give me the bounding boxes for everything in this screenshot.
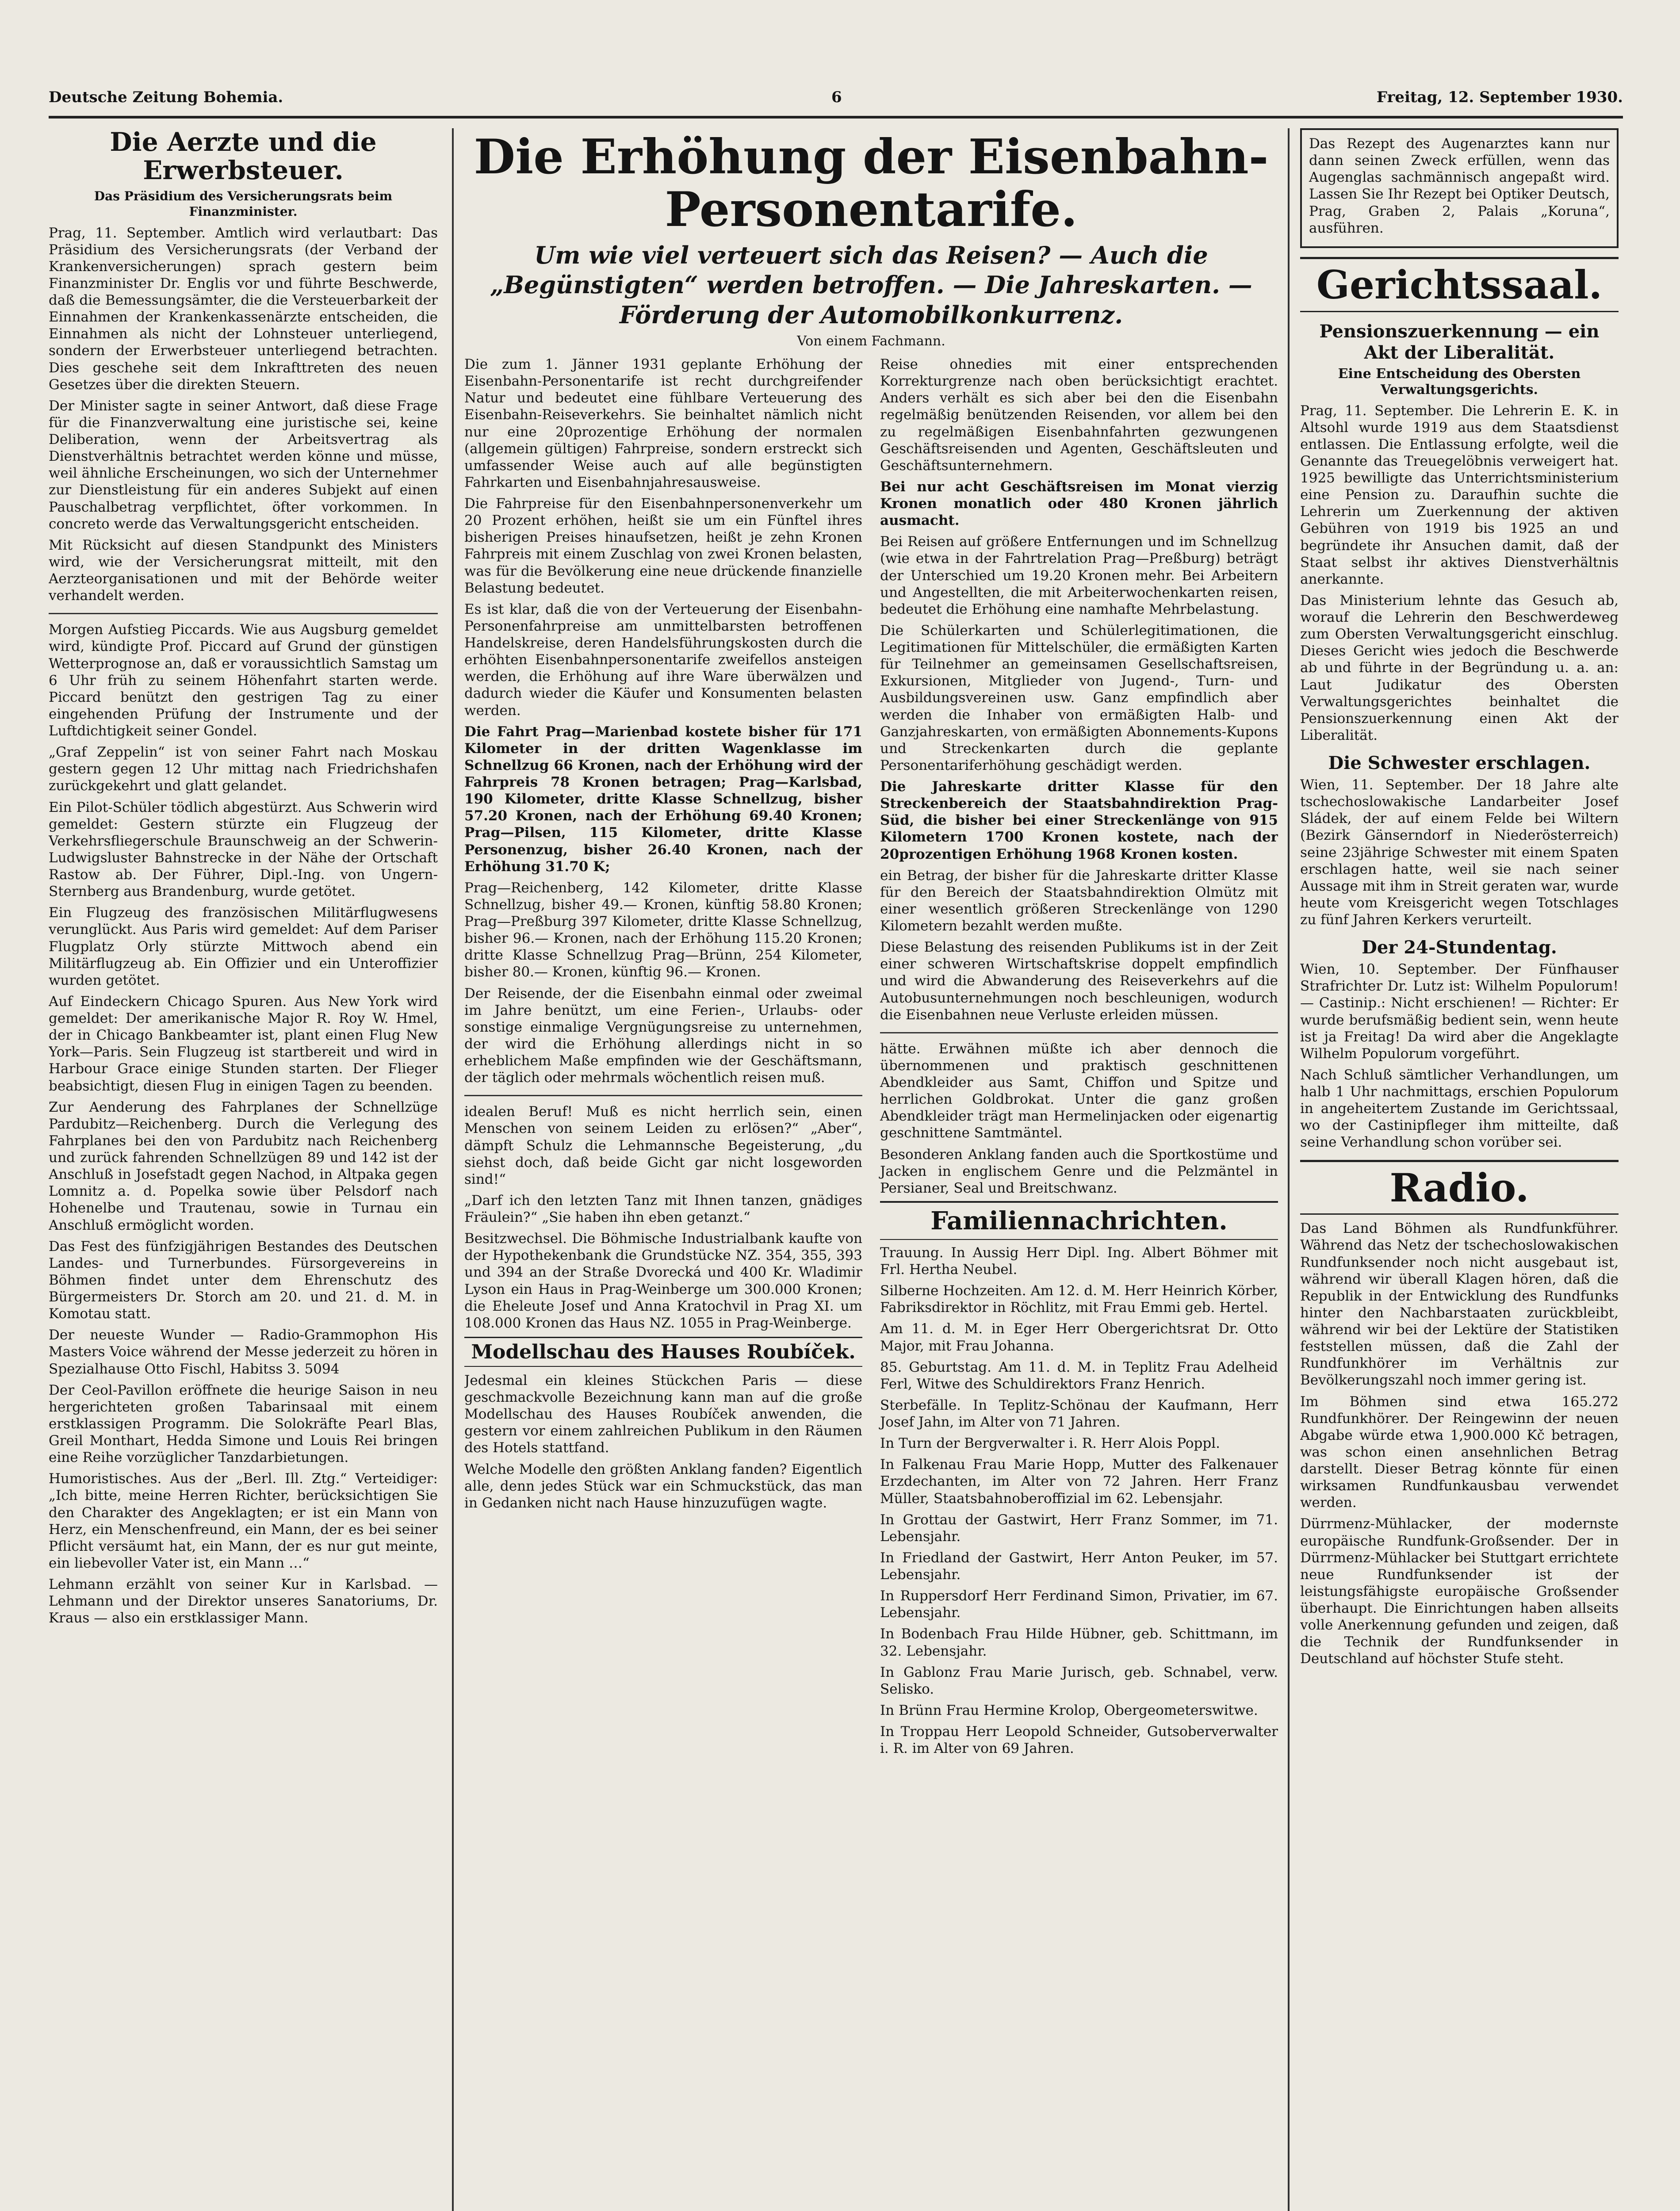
article-title: Die Aerzte und die Erwerbsteuer.	[110, 128, 377, 185]
article-columns	[464, 356, 1278, 1761]
paragraph: Prag, 11. September. Die Lehrerin E. K. in Altsohl wurde 1919 aus dem Staatsdienst entlassen. Die Entlassung erfolgte, weil die Genannte das Treuegelöbnis verweigert hat. 1925 bewilligte das Unterrichtsministerium eine Pension zu. Daraufhin suchte die Lehrerin um Zuerkennung der aktiven Gebühren von 1919 bis 1925 an und begründete ihr Ansuchen damit, daß der Staat selbst ihr aktives Dienstverhältnis anerkannte.	[1300, 402, 1619, 587]
column-left	[49, 128, 438, 2211]
paragraph: Besonderen Anklang fanden auch die Sportkostüme und Jacken in englischem Genre und die Pelzmäntel in Persianer, Seal und Breitschwanz.	[880, 1146, 1278, 1196]
article-title: Die Schwester erschlagen.	[1328, 753, 1591, 774]
paragraph: Bei Reisen auf größere Entfernungen und im Schnellzug (wie etwa in der Fahrtrelation Prag—Preßburg) beträgt der Unterschied um 19.20 Kronen mehr. Bei Arbeitern und Angestellten, die mit Arbeiterwochenkarten reisen, bedeutet die Erhöhung eine namhafte Mehrbelastung.	[880, 534, 1278, 617]
paragraph: Das Land Böhmen als Rundfunkführer. Während das Netz der tschechoslowakischen Rundfunksender noch nicht ausgebaut ist, während wir überall Klagen hören, daß die Republik in der Entwicklung des Rundfunks hinter den Nachbarstaaten zurückbleibt, während wir bei der Lektüre der Statistiken feststellen müssen, daß die Zahl der Rundfunkhörer im Verhältnis zur Bevölkerungszahl noch immer gering ist.	[1300, 1220, 1619, 1389]
news-item: Ein Flugzeug des französischen Militärflugwesens verunglückt. Aus Paris wird gemeldet: Auf dem Pariser Flugplatz Orly stürzte Mittwoch abend ein Militärflugzeug ab. Ein Offizier und ein Unteroffizier wurden getötet.	[49, 905, 438, 988]
family-notice: In Brünn Frau Hermine Krolop, Obergeometerswitwe.	[880, 1702, 1258, 1718]
paragraph: Wien, 11. September. Der 18 Jahre alte tschechoslowakische Landarbeiter Josef Sládek, der auf einem Felde bei Wiltern (Bezirk Gänserndorf in Niederösterreich) seine 23jährige Schwester mit einem Spaten erschlagen hatte, weil sie nach seiner Aussage mit ihm in Streit geraten war, wurde heute vom Kreisgericht wegen Totschlages zu fünf Jahren Kerkers verurteilt.	[1300, 777, 1619, 928]
family-notice: In Bodenbach Frau Hilde Hübner, geb. Schittmann, im 32. Lebensjahr.	[880, 1626, 1278, 1659]
newspaper-name: Deutsche Zeitung Bohemia.	[49, 88, 283, 106]
news-item: Morgen Aufstieg Piccards. Wie aus Augsburg gemeldet wird, kündigte Prof. Piccard auf Grund der günstigen Wetterprognose an, daß er voraussichtlich Samstag um 6 Uhr früh zu seinem Höhenfahrt starten werde. Piccard benützt den gestrigen Tag zu einer eingehenden Prüfung der Instrumente und der Luftdichtigkeit seiner Gondel.	[49, 622, 438, 739]
paragraph: ein Betrag, der bisher für die Jahreskarte dritter Klasse für den Bereich der Staatsbahndirektion Olmütz mit einer wesentlich größeren Streckenlänge von 1290 Kilometern bezahlt werden mußte.	[880, 867, 1278, 934]
article-subtitle: Eine Entscheidung des Obersten Verwaltungsgerichts.	[1338, 366, 1581, 398]
paragraph: Diese Belastung des reisenden Publikums ist in der Zeit einer schweren Wirtschaftskrise doppelt empfindlich und wird die Abwanderung des Reiseverkehrs auf die Autobusunternehmungen noch beschleunigen, wodurch die Eisenbahnen neue Verluste erleiden müssen.	[880, 939, 1278, 1023]
family-notice: Am 11. d. M. in Eger Herr Obergerichtsrat Dr. Otto Major, mit Frau Johanna.	[880, 1321, 1278, 1354]
paragraph: Die Schülerkarten und Schülerlegitimationen, die Legitimationen für Mittelschüler, die ermäßigten Karten für Teilnehmer an gemeinsamen Gesellschaftsreisen, Exkursionen, Mitglieder von Jugend-, Turn- und Ausbildungsvereinen usw. Ganz empfindlich aber werden die Inhaber von ermäßigten Halb- und Ganzjahreskarten, von ermäßigten Abonnements-Kupons und Streckenkarten durch die geplante Personentariferhöhung geschädigt werden.	[880, 622, 1278, 773]
divider	[49, 613, 438, 614]
paragraph: Prag—Reichenberg, 142 Kilometer, dritte Klasse Schnellzug, bisher 49.— Kronen, künftig 58.80 Kronen; Prag—Preßburg 397 Kilometer, dritte Klasse Schnellzug, bisher 96.— Kronen, nach der Erhöhung 115.20 Kronen; dritte Klasse Schnellzug Prag—Brünn, 254 Kilometer, bisher 80.— Kronen, künftig 96.— Kronen.	[464, 880, 862, 980]
paragraph: Die zum 1. Jänner 1931 geplante Erhöhung der Eisenbahn-Personentarife ist recht durchgreifender Natur und bedeutet eine fühlbare Verteuerung des Eisenbahn-Reiseverkehrs. Sie beinhaltet nämlich nicht nur eine 20prozentige Erhöhung der normalen (allgemein gültigen) Fahrpreise, sondern erstreckt sich umfassender Weise auch auf alle begünstigten Fahrkarten und Eisenbahnjahresausweise.	[464, 356, 862, 490]
news-item: „Graf Zeppelin“ ist von seiner Fahrt nach Moskau gestern gegen 12 Uhr mittag nach Friedrichshafen zurückgekehrt und glatt gelandet.	[49, 744, 438, 794]
paragraph: Besitzwechsel. Die Böhmische Industrialbank kaufte von der Hypothekenbank die Grundstücke NZ. 354, 355, 393 und 394 an der Straße Dvorecká und 400 Kr. Wladimir Lyson ein Haus in Prag-Weinberge um 300.000 Kronen; die Eheleute Josef und Anna Kratochvil in Prag XI. um 108.000 Kronen das Haus NZ. 1055 in Prag-Weinberge.	[464, 1231, 862, 1331]
divider	[464, 1095, 862, 1096]
paragraph: Das Ministerium lehnte das Gesuch ab, worauf die Lehrerin den Beschwerdeweg zum Obersten Verwaltungsgericht einschlug. Dieses Gericht wies jedoch die Beschwerde ab und führte in der Begründung u. a. an: Laut Judikatur des Obersten Verwaltungsgerichtes beinhaltet die Pensionszuerkennung einen Akt der Liberalität.	[1300, 592, 1619, 743]
section-title: Gerichtssaal.	[1300, 257, 1619, 312]
news-item: Das Fest des fünfzigjährigen Bestandes des Deutschen Landes- und Turnerbundes. Fürsorgevereins in Böhmen findet unter dem Ehrenschutz des Bürgermeisters Dr. Storch am 20. und 21. d. M. in Komotau statt.	[49, 1238, 438, 1322]
family-notice: In Troppau Herr Leopold Schneider, Gutsoberverwalter i. R. im Alter von 69 Jahren.	[880, 1724, 1278, 1757]
paragraph: Nach Schluß sämtlicher Verhandlungen, um halb 1 Uhr nachmittags, erschien Populorum in angeheitertem Zustande im Gerichtssaal, wo der Castinipfleger ihm mitteilte, daß seine Verhandlung schon vorüber sei.	[1300, 1067, 1619, 1151]
article-subtitle: Das Präsidium des Versicherungsrats beim Finanzminister.	[94, 188, 393, 219]
paragraph: Die Fahrpreise für den Eisenbahnpersonenverkehr um 20 Prozent erhöhen, heißt sie um ein Fünftel ihres bisherigen Preises hinaufsetzen, heißt je zehn Kronen Fahrpreis mit einem Zuschlag von zwei Kronen belasten, was für die Bevölkerung eine neue drückende finanzielle Belastung bedeutet.	[464, 496, 862, 596]
paragraph: Die Fahrt Prag—Marienbad kostete bisher für 171 Kilometer in der dritten Wagenklasse im Schnellzug 66 Kronen, nach der Erhöhung wird der Fahrpreis 78 Kronen betragen; Prag—Karlsbad, 190 Kilometer, dritte Klasse Schnellzug, bisher 57.20 Kronen, nach der Erhöhung 69.40 Kronen; Prag—Pilsen, 115 Kilometer, dritte Klasse Personenzug, bisher 26.40 Kronen, nach der Erhöhung 31.70 K;	[464, 723, 862, 875]
article-title: Pensionszuerkennung — ein Akt der Liberalität.	[1319, 321, 1600, 363]
family-notice: In Gablonz Frau Marie Jurisch, geb. Schnabel, verw. Selisko.	[880, 1664, 1278, 1697]
masthead	[49, 88, 1623, 119]
paragraph: Welche Modelle den größten Anklang fanden? Eigentlich alle, denn jedes Stück war ein Schmuckstück, das man in Gedanken nicht nach Hause hinzuzufügen wagte.	[464, 1461, 862, 1511]
news-item: Auf Eindeckern Chicago Spuren. Aus New York wird gemeldet: Der amerikanische Major R. Roy W. Hmel, der in Chicago Bankbeamter ist, plant einen Flug New York—Paris. Sein Flugzeug ist startbereit und wird in Harbour Grace einige Stunden starten. Der Flieger beabsichtigt, diesen Flug in einigen Tagen zu beenden.	[49, 993, 438, 1094]
masthead-rule	[49, 116, 1623, 119]
section-title: Radio.	[1300, 1160, 1619, 1215]
news-item: Der Ceol-Pavillon eröffnete die heurige Saison in neu hergerichteten großen Tabarinsaal mit einem erstklassigen Programm. Die Solokräfte Pearl Blas, Greil Monthart, Hedda Simone und Louis Rei bringen eine Reihe vorzüglicher Tanzdarbietungen.	[49, 1382, 438, 1466]
family-notice: 85. Geburtstag. Am 11. d. M. in Teplitz Frau Adelheid Ferl, Witwe des Schuldirektors Franz Henrich.	[880, 1359, 1278, 1392]
paragraph: Jedesmal ein kleines Stückchen Paris — diese geschmackvolle Bezeichnung kann man auf die große Modellschau des Hauses Roubíček anwenden, die gestern vor einem zahlreichen Publikum in den Räumen des Hotels stattfand.	[464, 1372, 862, 1456]
paragraph: Der Reisende, der die Eisenbahn einmal oder zweimal im Jahre benützt, um eine Ferien-, Urlaubs- oder sonstige einmalige Vergnügungsreise zu unternehmen, der wird die Erhöhung allerdings nicht in so erheblichem Maße empfinden wie der Geschäftsmann, der täglich oder mehrmals wöchentlich reisen muß.	[464, 985, 862, 1086]
headline-subtitle: Um wie viel verteuert sich das Reisen? — Auch die „Begünstigten“ werden betroffen. — Die Jahreskarten. — Förderung der Automobilkonkurrenz.	[490, 241, 1252, 329]
column-center	[464, 128, 1278, 2211]
family-notice: In Grottau der Gastwirt, Herr Franz Sommer, im 71. Lebensjahr.	[880, 1511, 1278, 1545]
advertisement-box	[1300, 128, 1619, 248]
news-item: Zur Aenderung des Fahrplanes der Schnellzüge Pardubitz—Reichenberg. Durch die Verlegung des Fahrplanes bei den von Pardubitz nach Reichenberg und zurück fahrenden Schnellzügen 89 und 142 ist der Anschluß in Josefstadt gegen Nachod, in Altpaka gegen Lomnitz a. d. Popelka sowie über Pelsdorf nach Hohenelbe und Trautenau, sowie in Turnau ein Anschluß ermöglicht worden.	[49, 1099, 438, 1233]
paragraph: Reise ohnedies mit einer entsprechenden Korrekturgrenze nach oben berücksichtigt erachtet. Anders verhält es sich aber bei den die Eisenbahn regelmäßig benützenden Reisenden, vor allem bei den zu regelmäßigen Eisenbahnfahrten gezwungenen Geschäftsreisenden und Agenten, Geschäftsleuten und Geschäftsunternehmern.	[880, 356, 1278, 474]
paragraph: Wien, 10. September. Der Fünfhauser Strafrichter Dr. Lutz ist: Wilhelm Populorum! — Castinip.: Nicht erschienen! — Richter: Er wurde berufsmäßig bedient sein, wenn heute ist ja Freitag! Da wird aber die Angeklagte Wilhelm Populorum vorgeführt.	[1300, 961, 1619, 1062]
section-title: Familiennachrichten.	[880, 1201, 1278, 1240]
paragraph: „Darf ich den letzten Tanz mit Ihnen tanzen, gnädiges Fräulein?“ „Sie haben ihn eben getanzt.“	[464, 1192, 862, 1226]
news-item: Lehmann erzählt von seiner Kur in Karlsbad. — Lehmann und der Direktor unseres Sanatoriums, Dr. Kraus — also ein erstklassiger Mann.	[49, 1576, 438, 1626]
advertisement: Der neueste Wunder — Radio-Grammophon His Masters Voice während der Messe jederzeit zu hören in Spezialhause Otto Fischl, Habitss 3. 5094	[49, 1327, 438, 1377]
paragraph: Prag, 11. September. Amtlich wird verlautbart: Das Präsidium des Versicherungsrats (der Verband der Krankenversicherungen) sprach gestern beim Finanzminister Dr. Englis vor und führte Beschwerde, daß die Bemessungsämter, die die Versteuerbarkeit der Einnahmen der Krankenkassenärzte entscheiden, die Einnahmen als nicht der Lohnsteuer unterliegend, sondern der Erwerbsteuer unterliegend betrachten. Dies geschehe seit dem Inkrafttreten des neuen Gesetzes über die direkten Steuern.	[49, 225, 438, 393]
news-item: Ein Pilot-Schüler tödlich abgestürzt. Aus Schwerin wird gemeldet: Gestern stürzte ein Flugzeug der Verkehrsfliegerschule Braunschweig an der Schwerin-Ludwigsluster Bahnstrecke in der Nähe der Ortschaft Rastow ab. Der Führer, Dipl.-Ing. von Ungern-Sternberg aus Brandenburg, wurde getötet.	[49, 799, 438, 900]
article-title: Der 24-Stundentag.	[1362, 937, 1557, 958]
paragraph: hätte. Erwähnen müßte ich aber dennoch die übernommenen und praktisch geschnittenen Abendkleider aus Samt, Chiffon und Spitze und herrlichen Goldbrokat. Unter die ganz großen Abendkleider trägt man Hermelinjacken oder eigenartig geschnittene Samtmäntel.	[880, 1040, 1278, 1141]
family-notice: Trauung. In Aussig Herr Dipl. Ing. Albert Böhmer mit Frl. Hertha Neubel.	[880, 1244, 1278, 1278]
headline: Die Erhöhung der Eisenbahn-Personentarife.	[474, 129, 1269, 237]
column-divider	[1288, 128, 1290, 2211]
paragraph: Es ist klar, daß die von der Verteuerung der Eisenbahn-Personenfahrpreise am unmittelbarsten betroffenen Handelskreise, deren Handelsführungskosten durch die erhöhten Eisenbahnpersonentarife zweifellos ansteigen werden, die Erhöhung auf ihre Ware überwälzen und dadurch wieder die Käufer und Konsumenten belasten werden.	[464, 601, 862, 719]
paragraph: Mit Rücksicht auf diesen Standpunkt des Ministers wird, wie der Versicherungsrat mitteilt, mit den Aerzteorganisationen und mit der Behörde weiter verhandelt werden.	[49, 537, 438, 604]
paragraph: idealen Beruf! Muß es nicht herrlich sein, einen Menschen von seinem Leiden zu erlösen?“ „Aber“, dämpft Schulz die Lehmannsche Begeisterung, „du siehst doch, daß beide Gicht gar nicht losgeworden sind!“	[464, 1104, 862, 1187]
paragraph: Bei nur acht Geschäftsreisen im Monat vierzig Kronen monatlich oder 480 Kronen jährlich ausmacht.	[880, 478, 1278, 529]
page-number: 6	[831, 88, 842, 106]
issue-date: Freitag, 12. September 1930.	[1376, 88, 1623, 106]
paragraph: Der Minister sagte in seiner Antwort, daß diese Frage für die Finanzverwaltung eine juristische sei, keine Deliberation, wenn der Arbeitsvertrag als Dienstverhältnis betrachtet werden könne und müsse, weil ähnliche Erscheinungen, wo sich der Unternehmer zur Dienstleistung für ein anderes Subjekt auf einen Pauschalbetrag verpflichtet, öfter vorkommen. In concreto werde das Verwaltungsgericht entscheiden.	[49, 398, 438, 532]
byline: Von einem Fachmann.	[797, 333, 945, 349]
section-title: Modellschau des Hauses Roubíček.	[464, 1337, 862, 1367]
paragraph: Im Böhmen sind etwa 165.272 Rundfunkhörer. Der Reingewinn der neuen Abgabe würde etwa 1,900.000 Kč betragen, was schon einen ansehnlichen Betrag darstellt. Dieser Betrag könnte für einen wirksamen Rundfunkausbau verwendet werden.	[1300, 1393, 1619, 1511]
subcolumn-left	[464, 356, 862, 1761]
family-notice: Silberne Hochzeiten. Am 12. d. M. Herr Heinrich Körber, Fabriksdirektor in Röchlitz, mit Frau Emmi geb. Hertel.	[880, 1283, 1278, 1316]
paragraph: Dürrmenz-Mühlacker, der modernste europäische Rundfunk-Großsender. Der in Dürrmenz-Mühlacker bei Stuttgart errichtete neue Rundfunksender ist der leistungsfähigste europäische Großsender überhaupt. Die Einrichtungen haben allseits volle Anerkennung gefunden und zeigen, daß die Technik der Rundfunksender in Deutschland auf höchster Stufe steht.	[1300, 1516, 1619, 1667]
family-notice: In Ruppersdorf Herr Ferdinand Simon, Privatier, im 67. Lebensjahr.	[880, 1588, 1278, 1621]
divider	[880, 1032, 1278, 1033]
column-right	[1300, 128, 1619, 2211]
family-notice: In Falkenau Frau Marie Hopp, Mutter des Falkenauer Erzdechanten, im Alter von 72 Jahren. Herr Franz Müller, Staatsbahnoberoffizial im 62. Lebensjahr.	[880, 1457, 1278, 1507]
advertisement-text: Das Rezept des Augenarztes kann nur dann seinen Zweck erfüllen, wenn das Augenglas sachmännisch angepaßt wird. Lassen Sie Ihr Rezept bei Optiker Deutsch, Prag, Graben 2, Palais „Koruna“, ausführen.	[1309, 136, 1610, 236]
family-notice: In Friedland der Gastwirt, Herr Anton Peuker, im 57. Lebensjahr.	[880, 1549, 1278, 1583]
paragraph: Die Jahreskarte dritter Klasse für den Streckenbereich der Staatsbahndirektion Prag-Süd, die bisher bei einer Streckenlänge von 915 Kilometern 1700 Kronen kostete, nach der 20prozentigen Erhöhung 1968 Kronen kosten.	[880, 779, 1278, 862]
column-divider	[452, 128, 454, 2211]
family-notice: In Turn der Bergverwalter i. R. Herr Alois Poppl.	[880, 1435, 1220, 1452]
subcolumn-right	[880, 356, 1278, 1761]
news-item: Humoristisches. Aus der „Berl. Ill. Ztg.“ Verteidiger: „Ich bitte, meine Herren Richter, berücksichtigen Sie den Charakter des Angeklagten; er ist ein Mann von Herz, ein Menschenfreund, ein Mann, der es bei seiner Pflicht versäumt hat, ein Mann, der es nur gut meinte, ein liebevoller Vater ist, ein Mann …“	[49, 1471, 438, 1571]
family-notice: Sterbefälle. In Teplitz-Schönau der Kaufmann, Herr Josef Jahn, im Alter von 71 Jahren.	[880, 1397, 1278, 1431]
